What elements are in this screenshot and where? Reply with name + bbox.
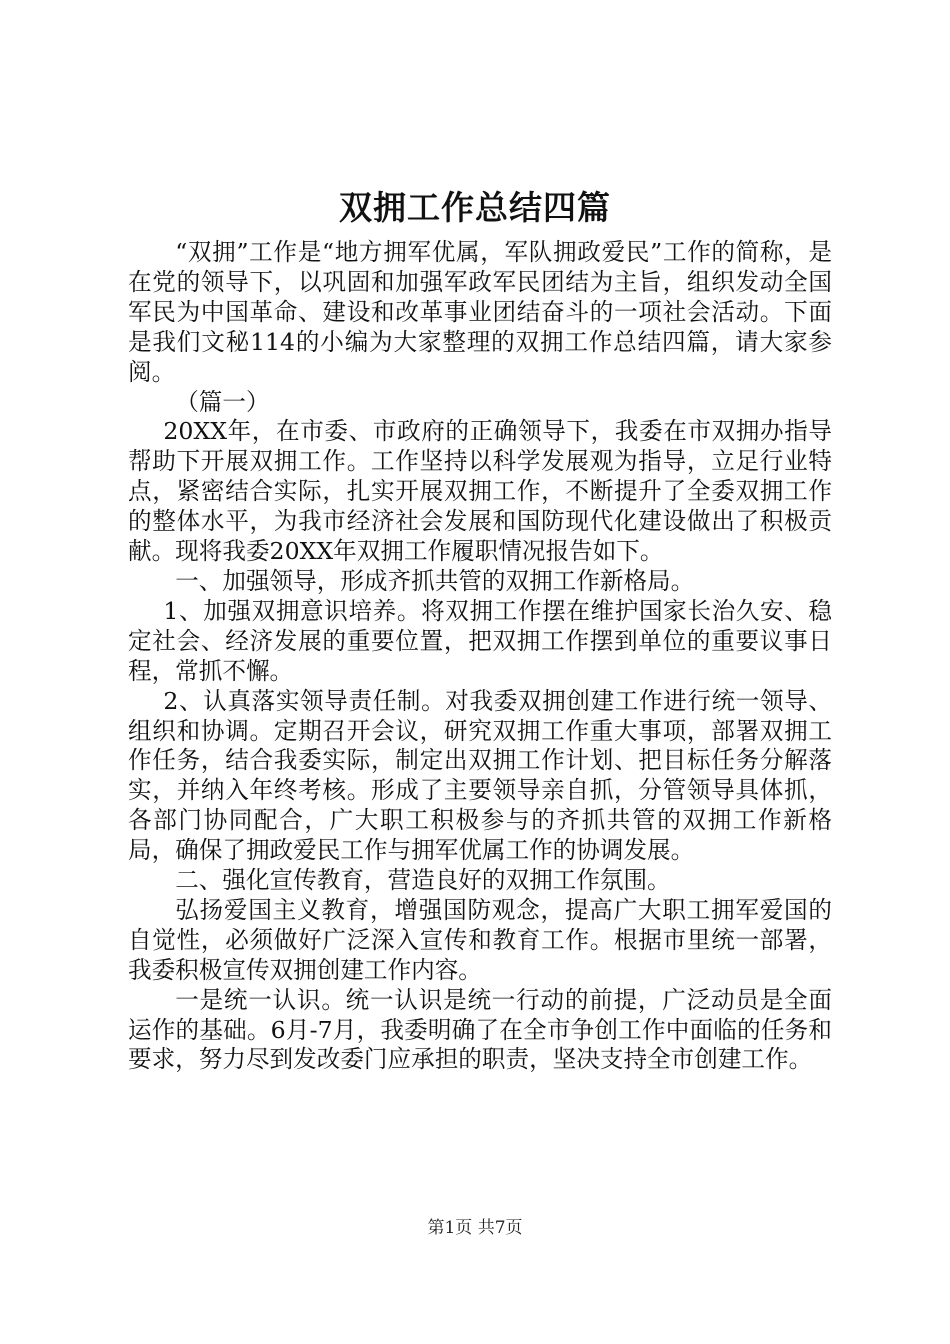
document-body: [128, 238, 832, 1075]
body-paragraph: 1、加强双拥意识培养。将双拥工作摆在维护国家长治久安、稳定社会、经济发展的重要位置，把双拥工作摆到单位的重要议事日程，常抓不懈。: [128, 596, 832, 685]
body-paragraph: 弘扬爱国主义教育，增强国防观念，提高广大职工拥军爱国的自觉性，必须做好广泛深入宣传和教育工作。根据市里统一部署，我委积极宣传双拥创建工作内容。: [128, 895, 832, 984]
heading-paragraph: 一、加强领导，形成齐抓共管的双拥工作新格局。: [175, 566, 695, 595]
heading-paragraph: 二、强化宣传教育，营造良好的双拥工作氛围。: [175, 866, 671, 895]
body-paragraph: 20XX年，在市委、市政府的正确领导下，我委在市双拥办指导帮助下开展双拥工作。工作坚持以科学发展观为指导，立足行业特点，紧密结合实际，扎实开展双拥工作，不断提升了全委双拥工作的整体水平，为我市经济社会发展和国防现代化建设做出了积极贡献。现将我委20XX年双拥工作履职情况报告如下。: [128, 417, 832, 566]
document-title: 双拥工作总结四篇: [339, 188, 611, 227]
body-paragraph: 2、认真落实领导责任制。对我委双拥创建工作进行统一领导、组织和协调。定期召开会议，研究双拥工作重大事项，部署双拥工作任务，结合我委实际，制定出双拥工作计划、把目标任务分解落实，并纳入年终考核。形成了主要领导亲自抓，分管领导具体抓，各部门协同配合，广大职工积极参与的齐抓共管的双拥工作新格局，确保了拥政爱民工作与拥军优属工作的协调发展。: [128, 686, 832, 865]
body-paragraph: 一是统一认识。统一认识是统一行动的前提，广泛动员是全面运作的基础。6月-7月，我委明确了在全市争创工作中面临的任务和要求，努力尽到发改委门应承担的职责，坚决支持全市创建工作。: [128, 985, 832, 1074]
page-footer: 第1页 共7页: [427, 1218, 523, 1238]
section-label: （篇一）: [175, 387, 270, 416]
intro-paragraph: “双拥”工作是“地方拥军优属，军队拥政爱民”工作的简称，是在党的领导下，以巩固和加强军政军民团结为主旨，组织发动全国军民为中国革命、建设和改革事业团结奋斗的一项社会活动。下面是我们文秘114的小编为大家整理的双拥工作总结四篇，请大家参阅。: [128, 238, 832, 386]
